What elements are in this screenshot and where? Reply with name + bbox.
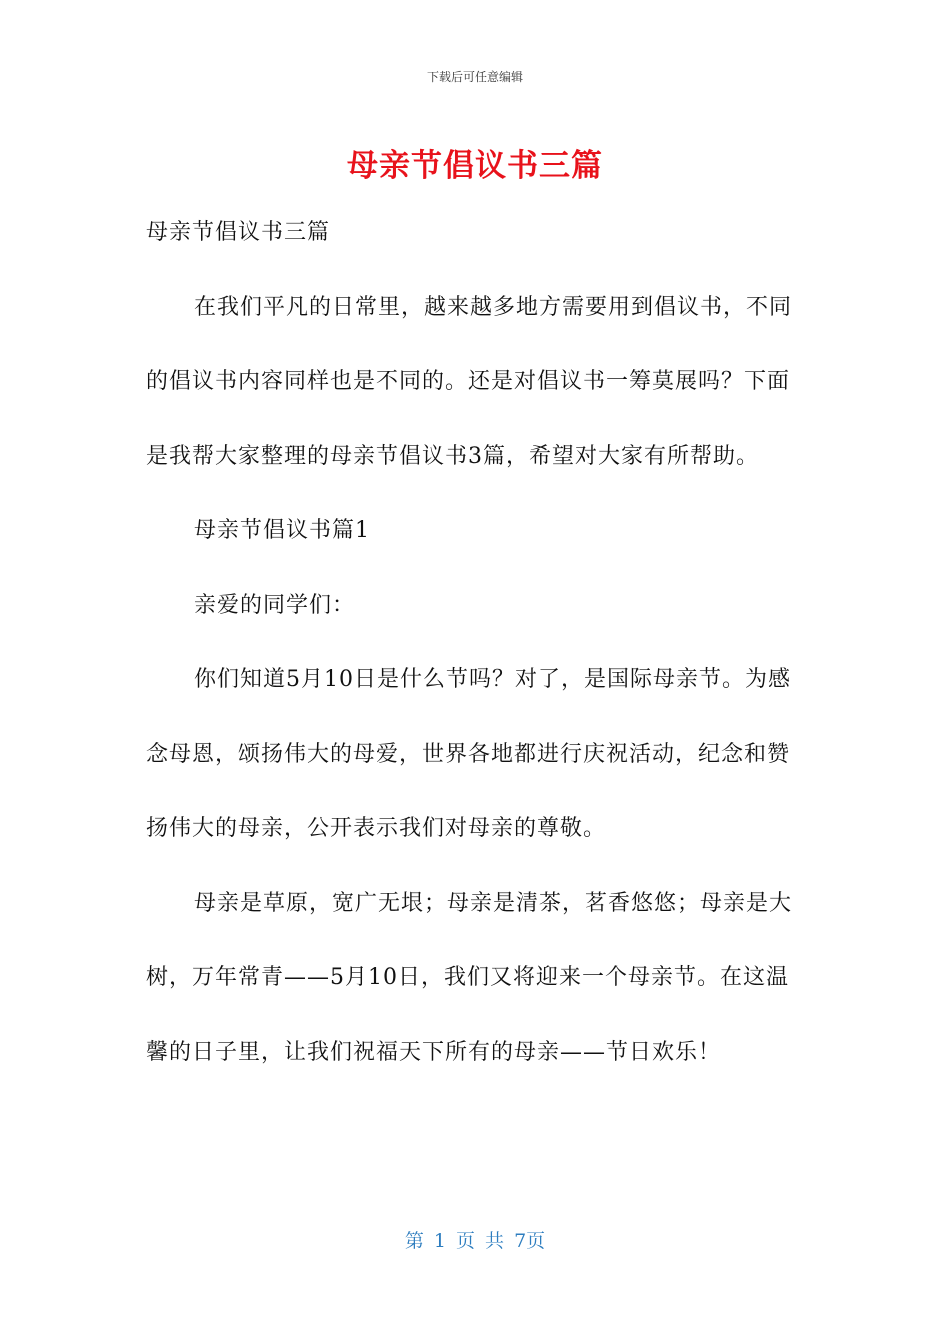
document-title: 母亲节倡议书三篇 bbox=[347, 148, 603, 184]
section-heading: 母亲节倡议书篇1 bbox=[194, 518, 370, 543]
body-paragraph-1: 你们知道5月10日是什么节吗？对了，是国际母亲节。为感念母恩，颂扬伟大的母爱，世界各地都进行庆祝活动，纪念和赞扬伟大的母亲，公开表示我们对母亲的尊敬。 bbox=[146, 667, 791, 841]
salutation-paragraph: 亲爱的同学们： bbox=[194, 592, 356, 618]
header-note: 下载后可任意编辑 bbox=[426, 70, 523, 84]
subtitle-paragraph: 母亲节倡议书三篇 bbox=[146, 220, 331, 245]
body-paragraph-2: 母亲是草原，宽广无垠；母亲是清茶，茗香悠悠；母亲是大树，万年常青——5月10日，我们又将迎来一个母亲节。在这温馨的日子里，让我们祝福天下所有的母亲——节日欢乐！ bbox=[146, 890, 793, 1065]
document-body bbox=[146, 196, 806, 1090]
intro-paragraph: 在我们平凡的日常里，越来越多地方需要用到倡议书，不同的倡议书内容同样也是不同的。还是对倡议书一筹莫展吗？下面是我帮大家整理的母亲节倡议书3篇，希望对大家有所帮助。 bbox=[146, 294, 793, 469]
page-number-footer: 第 1 页 共 7页 bbox=[404, 1230, 546, 1252]
